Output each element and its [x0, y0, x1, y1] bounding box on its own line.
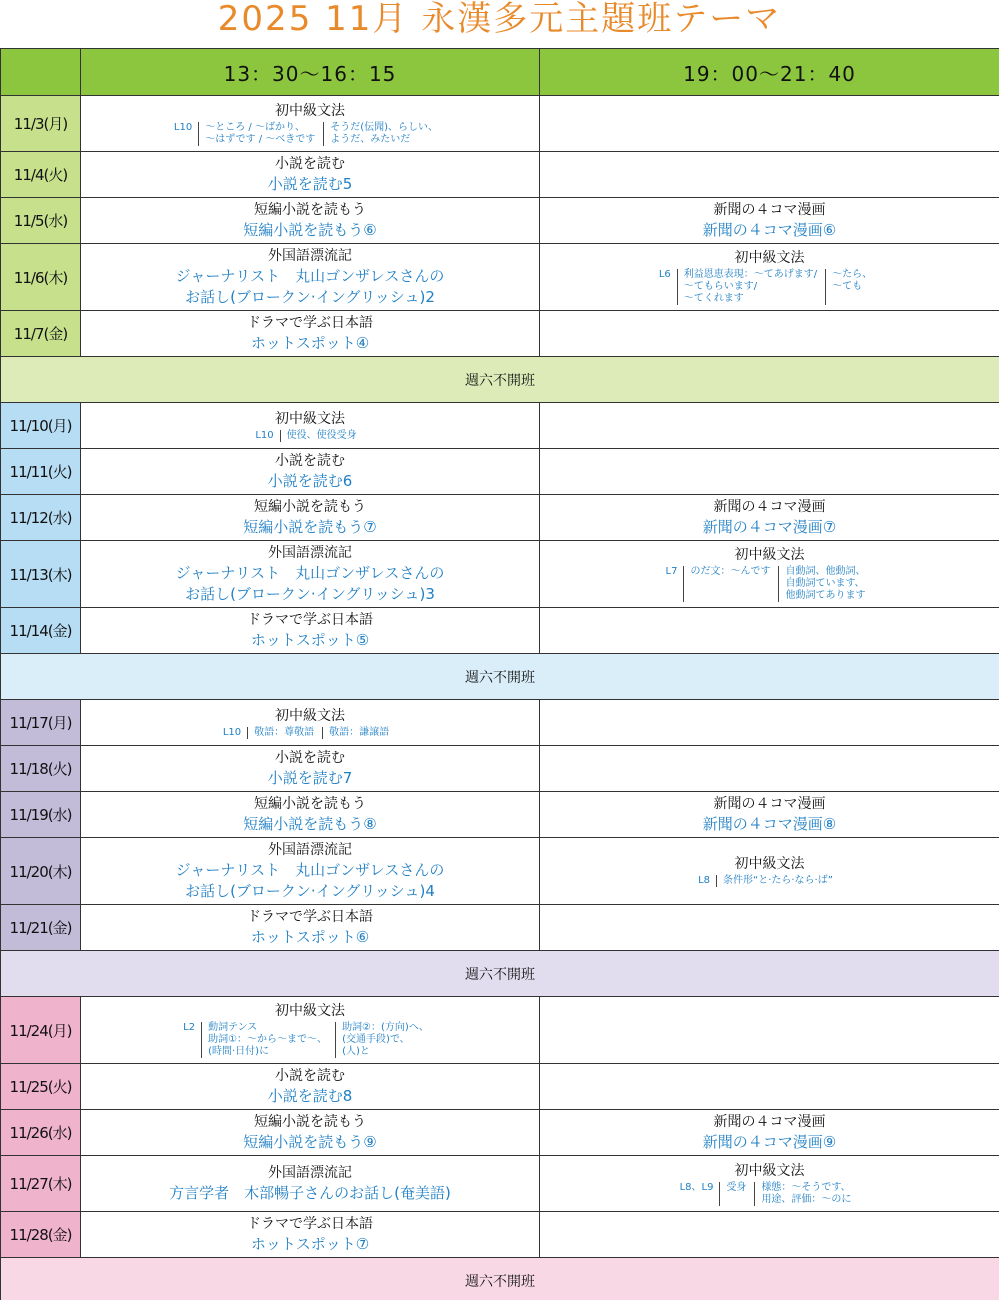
grammar-point: 条件形“と·たら·なら·ば”: [716, 875, 841, 887]
grammar-point: 敬語：尊敬語: [247, 727, 322, 739]
lesson-topic: 短編小説を読もう⑥: [243, 220, 377, 239]
course-name: 外国語漂流記: [268, 247, 352, 264]
schedule-cell: [81, 198, 540, 244]
course-name: 外国語漂流記: [268, 841, 352, 858]
lesson-topic: 方言学者 木部暢子さんのお話し(奄美語): [169, 1183, 451, 1202]
schedule-cell: [81, 1156, 540, 1212]
day-row: [1, 1212, 999, 1258]
date-cell: 11/24(月): [1, 997, 81, 1064]
day-row: [1, 311, 999, 357]
date-cell: 11/18(火): [1, 746, 81, 792]
header-row: [1, 49, 999, 96]
lesson-topic: 小説を読む8: [267, 1086, 353, 1105]
date-cell: 11/20(木): [1, 838, 81, 905]
grammar-point: そうだ(伝聞)、らしい、 ようだ、みたいだ: [323, 122, 446, 146]
schedule-cell: [540, 1064, 999, 1110]
course-name: 外国語漂流記: [268, 544, 352, 561]
lesson-topic-line2: お話し(ブロークン·イングリッシュ)3: [185, 584, 435, 603]
course-name: 新聞の４コマ漫画: [713, 795, 826, 812]
grammar-point: 利益恩恵表現：～てあげます/ ～てもらいます/ ～てくれます: [677, 269, 825, 305]
schedule-cell: [81, 96, 540, 152]
day-row: [1, 792, 999, 838]
schedule-cell: [540, 608, 999, 654]
course-name: 初中級文法: [275, 102, 345, 119]
schedule-cell: [540, 96, 999, 152]
date-cell: 11/11(火): [1, 449, 81, 495]
schedule-cell: [540, 1212, 999, 1258]
date-cell: 11/6(木): [1, 244, 81, 311]
schedule-cell: [81, 1110, 540, 1156]
grammar-point: 自動詞、他動詞、 自動詞ています、 他動詞てあります: [778, 566, 873, 602]
grammar-point: 動詞テンス 助詞①：～から～まで～、 (時間·日付)に: [201, 1022, 335, 1058]
schedule-cell: [540, 1110, 999, 1156]
date-cell: 11/10(月): [1, 403, 81, 449]
course-name: 小説を読む: [275, 749, 345, 766]
schedule-cell: [540, 700, 999, 746]
course-name: ドラマで学ぶ日本語: [247, 908, 373, 925]
header-afternoon: 13：30～16：15: [81, 49, 540, 96]
course-name: 小説を読む: [275, 452, 345, 469]
grammar-points: [81, 430, 539, 442]
course-name: 小説を読む: [275, 1067, 345, 1084]
lesson-topic: ホットスポット④: [250, 333, 370, 352]
schedule-cell: [81, 746, 540, 792]
no-class-notice: 週六不開班: [1, 357, 999, 403]
course-name: 短編小説を読もう: [254, 201, 366, 218]
day-row: [1, 403, 999, 449]
schedule-cell: [81, 449, 540, 495]
lesson-level: L8、L9: [679, 1181, 714, 1193]
lesson-topic: 新聞の４コマ漫画⑦: [702, 517, 837, 536]
day-row: [1, 152, 999, 198]
day-row: [1, 449, 999, 495]
grammar-point: 敬語：謙譲語: [322, 727, 397, 739]
lesson-topic-line2: お話し(ブロークン·イングリッシュ)2: [185, 287, 435, 306]
course-name: 初中級文法: [275, 410, 345, 427]
schedule-cell: [81, 700, 540, 746]
schedule-cell: [540, 403, 999, 449]
course-name: 初中級文法: [275, 707, 345, 724]
schedule-cell: [81, 244, 540, 311]
lesson-level: L10: [222, 726, 242, 738]
schedule-cell: [540, 905, 999, 951]
no-class-notice: 週六不開班: [1, 951, 999, 997]
date-cell: 11/4(火): [1, 152, 81, 198]
day-row: [1, 1156, 999, 1212]
day-row: [1, 997, 999, 1064]
lesson-level: L8: [698, 875, 711, 886]
schedule-cell: [81, 311, 540, 357]
grammar-points: [81, 1022, 539, 1058]
day-row: [1, 905, 999, 951]
schedule-cell: [81, 1212, 540, 1258]
lesson-level: L10: [255, 429, 274, 441]
schedule-cell: [81, 905, 540, 951]
lesson-topic: 短編小説を読もう⑧: [243, 814, 377, 833]
date-cell: 11/28(金): [1, 1212, 81, 1258]
lesson-topic: 新聞の４コマ漫画⑨: [702, 1132, 837, 1151]
date-cell: 11/27(木): [1, 1156, 81, 1212]
grammar-point: 使役、使役受身: [280, 430, 365, 442]
date-cell: 11/12(水): [1, 495, 81, 541]
day-row: [1, 541, 999, 608]
header-evening: 19：00～21：40: [540, 49, 999, 96]
course-name: 短編小説を読もう: [254, 1113, 366, 1130]
lesson-level: L6: [658, 269, 671, 280]
schedule-cell: [540, 746, 999, 792]
grammar-point: 様態：～そうです、 用途、評価：～のに: [754, 1182, 859, 1206]
course-name: 新聞の４コマ漫画: [713, 498, 826, 515]
lesson-topic: 新聞の４コマ漫画⑥: [702, 220, 837, 239]
lesson-topic: 新聞の４コマ漫画⑧: [702, 814, 837, 833]
lesson-level: L7: [665, 566, 678, 577]
no-class-notice: 週六不開班: [1, 654, 999, 700]
grammar-points: [540, 566, 999, 602]
day-row: [1, 746, 999, 792]
lesson-topic: 短編小説を読もう⑨: [243, 1132, 377, 1151]
schedule-cell: [540, 198, 999, 244]
course-name: 初中級文法: [734, 856, 805, 872]
grammar-points: [81, 122, 539, 146]
day-row: [1, 838, 999, 905]
schedule-cell: [81, 608, 540, 654]
saturday-row: [1, 654, 999, 700]
course-name: ドラマで学ぶ日本語: [247, 1215, 373, 1232]
day-row: [1, 244, 999, 311]
schedule-cell: [540, 838, 999, 905]
lesson-topic: ホットスポット⑥: [250, 927, 370, 946]
day-row: [1, 96, 999, 152]
date-cell: 11/5(水): [1, 198, 81, 244]
schedule-cell: [540, 244, 999, 311]
schedule-cell: [540, 311, 999, 357]
header-corner: [1, 49, 81, 96]
saturday-row: [1, 951, 999, 997]
schedule-table: [0, 48, 999, 1300]
grammar-point: のだ文：～んです: [683, 566, 778, 602]
grammar-points: [540, 1182, 999, 1206]
day-row: [1, 608, 999, 654]
grammar-points: [540, 269, 999, 305]
course-name: 短編小説を読もう: [254, 795, 366, 812]
day-row: [1, 1110, 999, 1156]
lesson-topic: ホットスポット⑦: [250, 1234, 370, 1253]
day-row: [1, 198, 999, 244]
lesson-topic-line2: お話し(ブロークン·イングリッシュ)4: [185, 881, 435, 900]
lesson-topic: 小説を読む6: [267, 471, 353, 490]
lesson-level: L10: [173, 121, 193, 133]
course-name: 初中級文法: [734, 1162, 805, 1179]
schedule-cell: [540, 997, 999, 1064]
grammar-point: 助詞②：(方向)へ、 (交通手段)で、 (人)と: [335, 1022, 437, 1058]
schedule-cell: [540, 541, 999, 608]
date-cell: 11/19(水): [1, 792, 81, 838]
schedule-cell: [540, 1156, 999, 1212]
schedule-cell: [81, 403, 540, 449]
lesson-topic: ジャーナリスト 丸山ゴンザレスさんの: [175, 860, 445, 879]
date-cell: 11/25(火): [1, 1064, 81, 1110]
date-cell: 11/21(金): [1, 905, 81, 951]
schedule-cell: [540, 449, 999, 495]
date-cell: 11/7(金): [1, 311, 81, 357]
schedule-cell: [81, 838, 540, 905]
course-name: 初中級文法: [734, 547, 805, 563]
lesson-topic: ジャーナリスト 丸山ゴンザレスさんの: [175, 266, 445, 285]
schedule-cell: [540, 152, 999, 198]
grammar-points: [81, 727, 539, 739]
lesson-level: L2: [183, 1022, 196, 1033]
course-name: ドラマで学ぶ日本語: [247, 611, 373, 628]
date-cell: 11/17(月): [1, 700, 81, 746]
grammar-point: ～たら、 ～ても: [825, 269, 880, 305]
schedule-cell: [81, 152, 540, 198]
day-row: [1, 700, 999, 746]
schedule-cell: [540, 495, 999, 541]
schedule-cell: [81, 1064, 540, 1110]
schedule-cell: [540, 792, 999, 838]
grammar-point: ～ところ / ～ばかり、 ～はずです / ～べきです: [198, 122, 323, 146]
lesson-topic: ホットスポット⑤: [250, 630, 370, 649]
lesson-topic: 小説を読む7: [267, 768, 353, 787]
lesson-topic: 短編小説を読もう⑦: [243, 517, 377, 536]
course-name: ドラマで学ぶ日本語: [247, 314, 373, 331]
date-cell: 11/3(月): [1, 96, 81, 152]
date-cell: 11/13(木): [1, 541, 81, 608]
schedule-cell: [81, 997, 540, 1064]
lesson-topic: ジャーナリスト 丸山ゴンザレスさんの: [175, 563, 445, 582]
schedule-cell: [81, 792, 540, 838]
schedule-cell: [81, 495, 540, 541]
course-name: 短編小説を読もう: [254, 498, 366, 515]
saturday-row: [1, 357, 999, 403]
course-name: 新聞の４コマ漫画: [713, 201, 826, 218]
course-name: 新聞の４コマ漫画: [713, 1113, 826, 1130]
grammar-points: [540, 875, 999, 887]
saturday-row: [1, 1258, 999, 1300]
grammar-point: 受身: [719, 1182, 754, 1206]
course-name: 初中級文法: [275, 1003, 345, 1019]
no-class-notice: 週六不開班: [1, 1258, 999, 1300]
schedule-cell: [81, 541, 540, 608]
course-name: 初中級文法: [734, 250, 805, 266]
date-cell: 11/14(金): [1, 608, 81, 654]
date-cell: 11/26(水): [1, 1110, 81, 1156]
lesson-topic: 小説を読む5: [267, 174, 353, 193]
course-name: 小説を読む: [275, 155, 345, 172]
page-title: 2025 11月 永漢多元主題班テーマ: [217, 0, 782, 39]
day-row: [1, 495, 999, 541]
day-row: [1, 1064, 999, 1110]
course-name: 外国語漂流記: [268, 1164, 352, 1181]
